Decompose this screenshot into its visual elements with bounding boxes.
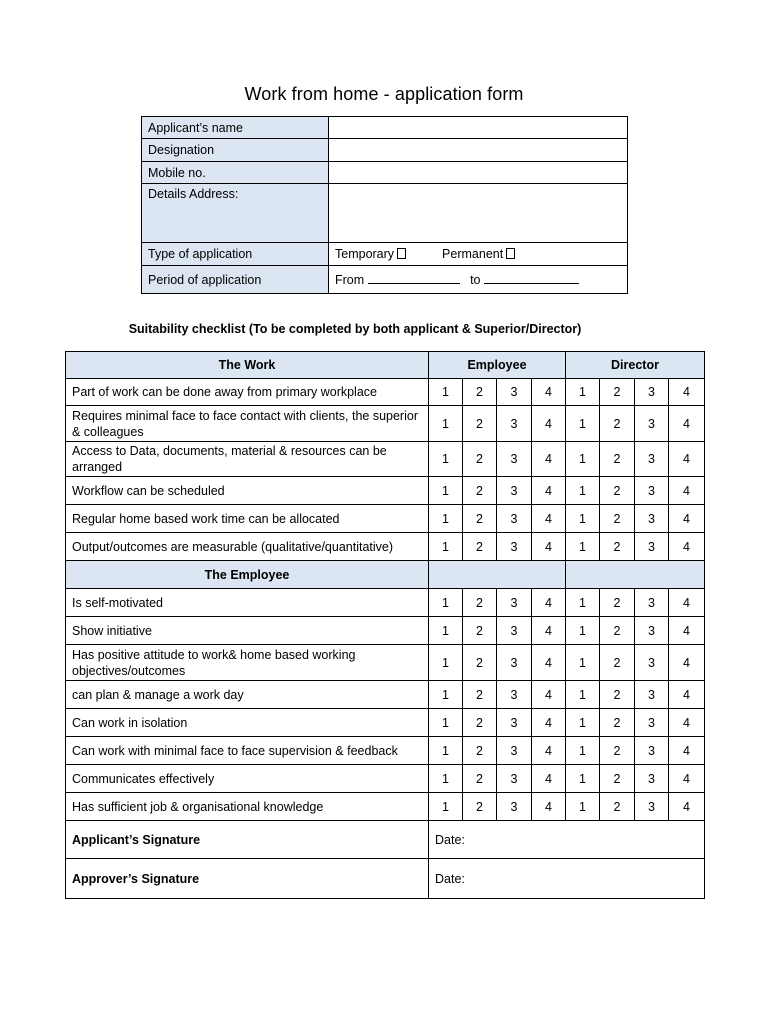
period-to-label: to xyxy=(470,272,481,287)
director-rating-4[interactable]: 4 xyxy=(669,533,705,561)
period-from-blank[interactable] xyxy=(368,273,460,284)
temporary-label: Temporary xyxy=(335,247,395,261)
table-row xyxy=(66,477,705,505)
director-rating-4[interactable]: 4 xyxy=(669,617,705,645)
applicant-signature-date-field[interactable]: Date: xyxy=(429,821,705,859)
director-rating-1[interactable]: 1 xyxy=(566,406,600,442)
employee-rating-1[interactable]: 1 xyxy=(429,505,463,533)
criterion-label: Workflow can be scheduled xyxy=(66,477,429,505)
employee-section-blank xyxy=(429,561,566,589)
employee-rating-1[interactable]: 1 xyxy=(429,709,463,737)
director-rating-1[interactable]: 1 xyxy=(566,681,600,709)
employee-rating-2[interactable]: 2 xyxy=(463,442,497,477)
employee-rating-1[interactable]: 1 xyxy=(429,533,463,561)
director-rating-3[interactable]: 3 xyxy=(635,589,669,617)
employee-rating-4[interactable]: 4 xyxy=(532,765,566,793)
director-rating-3[interactable]: 3 xyxy=(635,505,669,533)
employee-rating-2[interactable]: 2 xyxy=(463,709,497,737)
employee-rating-3[interactable]: 3 xyxy=(497,442,532,477)
employee-rating-2[interactable]: 2 xyxy=(463,589,497,617)
employee-rating-2[interactable]: 2 xyxy=(463,379,497,406)
employee-rating-1[interactable]: 1 xyxy=(429,379,463,406)
director-rating-2[interactable]: 2 xyxy=(600,681,635,709)
applicant-name-field[interactable] xyxy=(329,117,628,139)
director-rating-2[interactable]: 2 xyxy=(600,617,635,645)
director-rating-2[interactable]: 2 xyxy=(600,379,635,406)
employee-rating-1[interactable]: 1 xyxy=(429,645,463,681)
employee-rating-4[interactable]: 4 xyxy=(532,617,566,645)
director-rating-4[interactable]: 4 xyxy=(669,645,705,681)
employee-rating-3[interactable]: 3 xyxy=(497,765,532,793)
table-row xyxy=(66,709,705,737)
director-rating-1[interactable]: 1 xyxy=(566,617,600,645)
director-rating-3[interactable]: 3 xyxy=(635,793,669,821)
table-row xyxy=(66,645,705,681)
director-rating-4[interactable]: 4 xyxy=(669,737,705,765)
table-row xyxy=(66,442,705,477)
employee-rating-1[interactable]: 1 xyxy=(429,589,463,617)
director-rating-3[interactable]: 3 xyxy=(635,477,669,505)
period-to-blank[interactable] xyxy=(484,273,579,284)
employee-rating-1[interactable]: 1 xyxy=(429,737,463,765)
criterion-label: Requires minimal face to face contact with clients, the superior & colleagues xyxy=(66,406,429,442)
employee-rating-2[interactable]: 2 xyxy=(463,477,497,505)
table-row xyxy=(66,737,705,765)
table-row xyxy=(66,589,705,617)
employee-rating-3[interactable]: 3 xyxy=(497,617,532,645)
checklist-subtitle: Suitability checklist (To be completed by both applicant & Superior/Director) xyxy=(128,322,582,336)
type-field xyxy=(329,243,628,266)
director-rating-4[interactable]: 4 xyxy=(669,379,705,406)
employee-rating-1[interactable]: 1 xyxy=(429,406,463,442)
employee-rating-4[interactable]: 4 xyxy=(532,709,566,737)
criterion-label: can plan & manage a work day xyxy=(66,681,429,709)
employee-rating-1[interactable]: 1 xyxy=(429,681,463,709)
director-rating-2[interactable]: 2 xyxy=(600,505,635,533)
director-rating-4[interactable]: 4 xyxy=(669,765,705,793)
period-field xyxy=(329,266,628,294)
director-rating-1[interactable]: 1 xyxy=(566,477,600,505)
director-rating-3[interactable]: 3 xyxy=(635,442,669,477)
approver-signature-label: Approver’s Signature xyxy=(66,859,429,899)
director-rating-4[interactable]: 4 xyxy=(669,406,705,442)
director-rating-2[interactable]: 2 xyxy=(600,709,635,737)
employee-rating-1[interactable]: 1 xyxy=(429,477,463,505)
director-rating-1[interactable]: 1 xyxy=(566,765,600,793)
employee-rating-3[interactable]: 3 xyxy=(497,406,532,442)
table-row xyxy=(66,793,705,821)
permanent-checkbox[interactable] xyxy=(506,248,515,259)
employee-rating-3[interactable]: 3 xyxy=(497,589,532,617)
director-rating-4[interactable]: 4 xyxy=(669,709,705,737)
employee-rating-3[interactable]: 3 xyxy=(497,533,532,561)
employee-rating-3[interactable]: 3 xyxy=(497,645,532,681)
director-rating-2[interactable]: 2 xyxy=(600,406,635,442)
employee-rating-4[interactable]: 4 xyxy=(532,379,566,406)
employee-rating-1[interactable]: 1 xyxy=(429,617,463,645)
employee-rating-2[interactable]: 2 xyxy=(463,505,497,533)
employee-rating-4[interactable]: 4 xyxy=(532,793,566,821)
employee-rating-1[interactable]: 1 xyxy=(429,765,463,793)
employee-rating-3[interactable]: 3 xyxy=(497,379,532,406)
applicant-signature-label: Applicant’s Signature xyxy=(66,821,429,859)
employee-rating-4[interactable]: 4 xyxy=(532,533,566,561)
director-rating-3[interactable]: 3 xyxy=(635,681,669,709)
address-label: Details Address: xyxy=(142,184,329,243)
director-column-header: Director xyxy=(566,352,705,379)
criterion-label: Can work with minimal face to face supervision & feedback xyxy=(66,737,429,765)
employee-rating-3[interactable]: 3 xyxy=(497,681,532,709)
table-row xyxy=(66,765,705,793)
employee-rating-3[interactable]: 3 xyxy=(497,709,532,737)
criterion-label: Part of work can be done away from primary workplace xyxy=(66,379,429,406)
employee-rating-2[interactable]: 2 xyxy=(463,737,497,765)
employee-rating-2[interactable]: 2 xyxy=(463,645,497,681)
employee-rating-1[interactable]: 1 xyxy=(429,793,463,821)
criterion-label: Show initiative xyxy=(66,617,429,645)
table-row xyxy=(66,406,705,442)
approver-signature-date-field[interactable]: Date: xyxy=(429,859,705,899)
employee-rating-2[interactable]: 2 xyxy=(463,793,497,821)
designation-field[interactable] xyxy=(329,139,628,162)
director-rating-1[interactable]: 1 xyxy=(566,533,600,561)
criterion-label: Is self-motivated xyxy=(66,589,429,617)
criterion-label: Communicates effectively xyxy=(66,765,429,793)
employee-rating-4[interactable]: 4 xyxy=(532,645,566,681)
director-rating-2[interactable]: 2 xyxy=(600,765,635,793)
period-label: Period of application xyxy=(142,266,329,294)
criterion-label: Has positive attitude to work& home based working objectives/outcomes xyxy=(66,645,429,681)
director-rating-3[interactable]: 3 xyxy=(635,709,669,737)
employee-rating-4[interactable]: 4 xyxy=(532,589,566,617)
employee-rating-3[interactable]: 3 xyxy=(497,737,532,765)
director-rating-1[interactable]: 1 xyxy=(566,709,600,737)
director-rating-3[interactable]: 3 xyxy=(635,765,669,793)
employee-rating-4[interactable]: 4 xyxy=(532,681,566,709)
director-rating-4[interactable]: 4 xyxy=(669,681,705,709)
applicant-info-table xyxy=(141,116,628,294)
mobile-field[interactable] xyxy=(329,162,628,184)
mobile-label: Mobile no. xyxy=(142,162,329,184)
director-rating-1[interactable]: 1 xyxy=(566,589,600,617)
employee-rating-4[interactable]: 4 xyxy=(532,737,566,765)
criterion-label: Access to Data, documents, material & resources can be arranged xyxy=(66,442,429,477)
employee-rating-3[interactable]: 3 xyxy=(497,505,532,533)
criterion-label: Has sufficient job & organisational knowledge xyxy=(66,793,429,821)
employee-rating-4[interactable]: 4 xyxy=(532,442,566,477)
director-rating-1[interactable]: 1 xyxy=(566,505,600,533)
director-rating-2[interactable]: 2 xyxy=(600,645,635,681)
form-title: Work from home - application form xyxy=(244,84,524,104)
applicant-name-label: Applicant’s name xyxy=(142,117,329,139)
employee-rating-3[interactable]: 3 xyxy=(497,793,532,821)
employee-rating-2[interactable]: 2 xyxy=(463,617,497,645)
employee-rating-2[interactable]: 2 xyxy=(463,533,497,561)
director-rating-2[interactable]: 2 xyxy=(600,477,635,505)
criterion-label: Can work in isolation xyxy=(66,709,429,737)
work-section-header: The Work xyxy=(66,352,429,379)
director-rating-4[interactable]: 4 xyxy=(669,589,705,617)
table-row xyxy=(66,617,705,645)
director-rating-2[interactable]: 2 xyxy=(600,442,635,477)
employee-section-header: The Employee xyxy=(66,561,429,589)
director-rating-1[interactable]: 1 xyxy=(566,645,600,681)
address-field[interactable] xyxy=(329,184,628,243)
employee-rating-2[interactable]: 2 xyxy=(463,406,497,442)
director-rating-3[interactable]: 3 xyxy=(635,617,669,645)
director-rating-4[interactable]: 4 xyxy=(669,477,705,505)
permanent-label: Permanent xyxy=(442,247,504,261)
director-rating-3[interactable]: 3 xyxy=(635,533,669,561)
employee-rating-3[interactable]: 3 xyxy=(497,477,532,505)
director-rating-4[interactable]: 4 xyxy=(669,505,705,533)
director-rating-3[interactable]: 3 xyxy=(635,379,669,406)
table-row xyxy=(66,505,705,533)
director-rating-1[interactable]: 1 xyxy=(566,379,600,406)
employee-rating-2[interactable]: 2 xyxy=(463,765,497,793)
employee-column-header: Employee xyxy=(429,352,566,379)
table-row xyxy=(66,533,705,561)
director-rating-2[interactable]: 2 xyxy=(600,589,635,617)
director-rating-3[interactable]: 3 xyxy=(635,406,669,442)
director-rating-1[interactable]: 1 xyxy=(566,793,600,821)
director-rating-1[interactable]: 1 xyxy=(566,442,600,477)
designation-label: Designation xyxy=(142,139,329,162)
employee-rating-2[interactable]: 2 xyxy=(463,681,497,709)
employee-rating-4[interactable]: 4 xyxy=(532,477,566,505)
temporary-checkbox[interactable] xyxy=(397,248,406,259)
period-from-label: From xyxy=(335,272,365,287)
suitability-checklist-table xyxy=(65,351,705,899)
director-section-blank xyxy=(566,561,705,589)
director-rating-3[interactable]: 3 xyxy=(635,645,669,681)
table-row xyxy=(66,681,705,709)
employee-rating-4[interactable]: 4 xyxy=(532,406,566,442)
director-rating-4[interactable]: 4 xyxy=(669,442,705,477)
director-rating-1[interactable]: 1 xyxy=(566,737,600,765)
type-label: Type of application xyxy=(142,243,329,266)
employee-rating-1[interactable]: 1 xyxy=(429,442,463,477)
director-rating-2[interactable]: 2 xyxy=(600,793,635,821)
director-rating-4[interactable]: 4 xyxy=(669,793,705,821)
employee-rating-4[interactable]: 4 xyxy=(532,505,566,533)
director-rating-3[interactable]: 3 xyxy=(635,737,669,765)
table-row xyxy=(66,379,705,406)
criterion-label: Output/outcomes are measurable (qualitative/quantitative) xyxy=(66,533,429,561)
director-rating-2[interactable]: 2 xyxy=(600,737,635,765)
criterion-label: Regular home based work time can be allocated xyxy=(66,505,429,533)
director-rating-2[interactable]: 2 xyxy=(600,533,635,561)
